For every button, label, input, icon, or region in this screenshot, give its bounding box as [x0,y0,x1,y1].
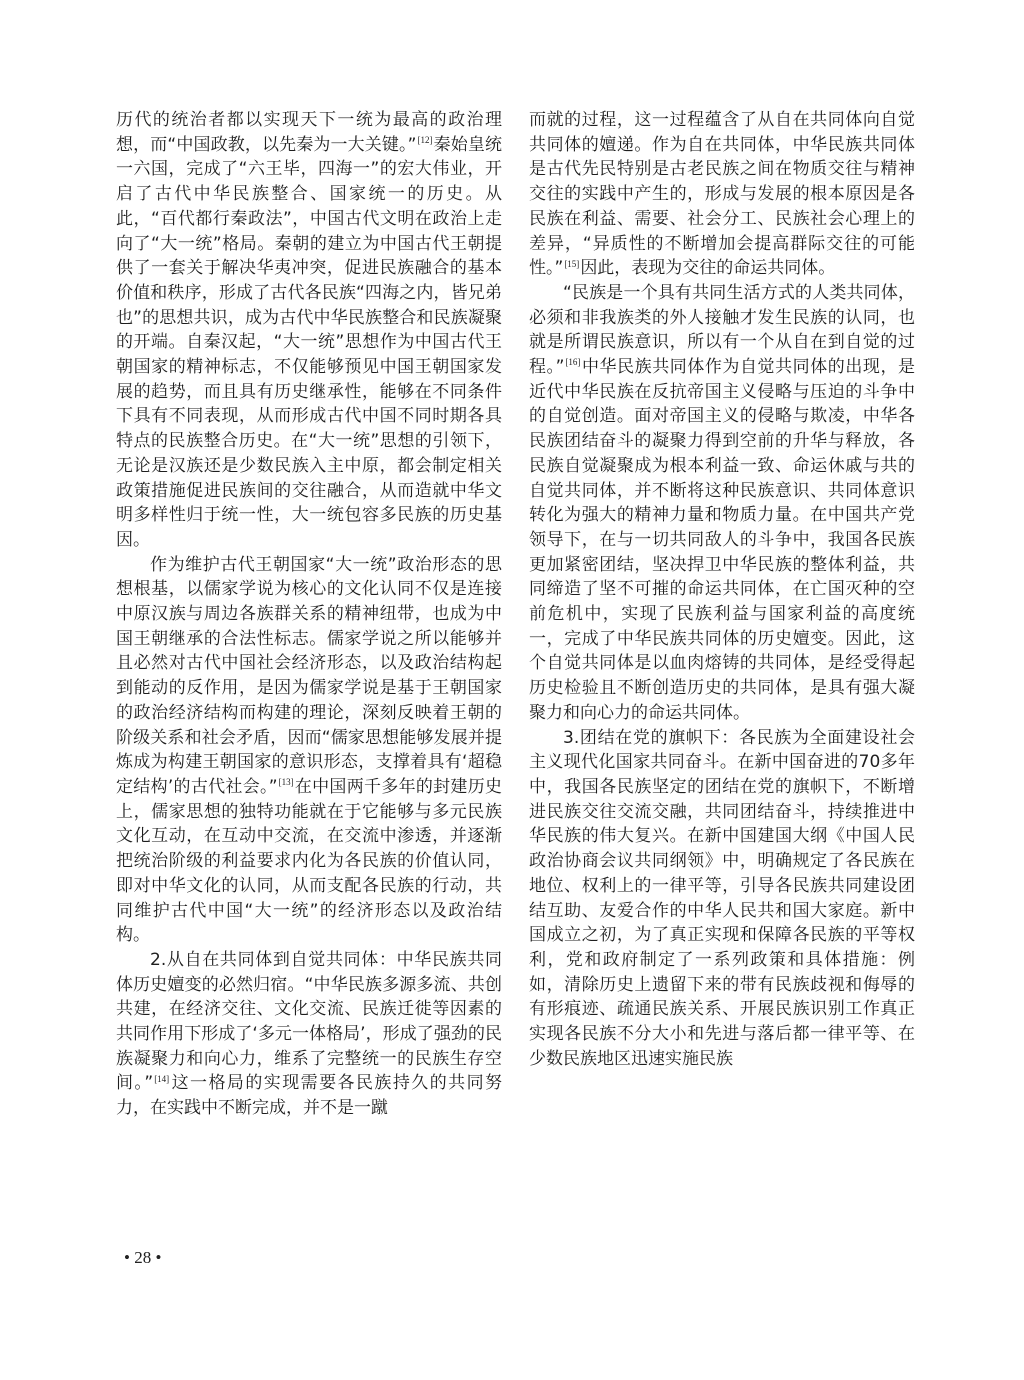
paragraph-text: 秦始皇统一六国，完成了“六王毕，四海一”的宏大伟业，开启了古代中华民族整合、国家统一的历史。从此，“百代都行秦政法”，中国古代文明在政治上走向了“大一统”格局。秦朝的建立为中国古代王朝提供了一套关于解决华夷冲突，促进民族融合的基本价值和秩序，形成了古代各民族“四海之内，皆兄弟也”的思想共识，成为古代中华民族整合和民族凝聚的开端。自秦汉起，“大一统”思想作为中国古代王朝国家的精神标志，不仅能够预见中国王朝国家发展的趋势，而且具有历史继承性，能够在不同条件下具有不同表现，从而形成古代中国不同时期各具特点的民族整合历史。在“大一统”思想的引领下，无论是汉族还是少数民族入主中原，都会制定相关政策措施促进民族间的交往融合，从而造就中华文明多样性归于统一性，大一统包容多民族的历史基因。 [116,134,502,550]
paragraph-continued [529,108,915,281]
paragraph-text: 中华民族共同体作为自觉共同体的出现，是近代中华民族在反抗帝国主义侵略与压迫的斗争中的自觉创造。面对帝国主义的侵略与欺凌，中华各民族团结奋斗的凝聚力得到空前的升华与释放，各民族自觉凝聚成为根本利益一致、命运休戚与共的自觉共同体，并不断将这种民族意识、共同体意识转化为强大的精神力量和物质力量。在中国共产党领导下，在与一切共同敌人的斗争中，我国各民族更加紧密团结，坚决捍卫中华民族的整体利益，共同缔造了坚不可摧的命运共同体，在亡国灭种的空前危机中，实现了民族利益与国家利益的高度统一，完成了中华民族共同体的历史嬗变。因此，这个自觉共同体是以血肉熔铸的共同体，是经受得起历史检验且不断创造历史的共同体，是具有强大凝聚力和向心力的命运共同体。 [529,357,915,723]
citation-ref[interactable]: [13] [278,777,294,788]
citation-ref[interactable]: [15] [564,258,580,269]
page-number: • 28 • [124,1248,162,1267]
paragraph-text: 历代的统治者都以实现天下一统为最高的政治理想，而“中国政教，以先秦为一大关键。” [116,110,502,155]
citation-ref[interactable]: [12] [417,135,433,146]
paragraph-text: 3.团结在党的旗帜下：各民族为全面建设社会主义现代化国家共同奋斗。在新中国奋进的70多年中，我国各民族坚定的团结在党的旗帜下，不断增进民族交往交流交融，共同团结奋斗，持续推进中华民族的伟大复兴。在新中国建国大纲《中国人民政治协商会议共同纲领》中，明确规定了各民族在地位、权利上的一律平等，引导各民族共同建设团结互助、友爱合作的中华人民共和国大家庭。新中国成立之初，为了真正实现和保障各民族的平等权利，党和政府制定了一系列政策和具体措施：例如，清除历史上遗留下来的带有民族歧视和侮辱的有形痕迹、疏通民族关系、开展民族识别工作真正实现各民族不分大小和先进与落后都一律平等、在少数民族地区迅速实施民族 [529,727,915,1069]
paragraph-text: 因此，表现为交往的命运共同体。 [580,258,836,279]
paragraph-text: “民族是一个具有共同生活方式的人类共同体，必须和非我族类的外人接触才发生民族的认同，也就是所谓民族意识，所以有一个从自在到自觉的过程。” [529,282,915,378]
right-column [529,108,915,1071]
citation-ref[interactable]: [14] [154,1073,170,1084]
paragraph [529,281,915,726]
paragraph-text: 作为维护古代王朝国家“大一统”政治形态的思想根基，以儒家学说为核心的文化认同不仅是连接中原汉族与周边各族群关系的精神纽带，也成为中国王朝继承的合法性标志。儒家学说之所以能够并且必然对古代中国社会经济形态，以及政治结构起到能动的反作用，是因为儒家学说是基于王朝国家的政治经济结构而构建的理论，深刻反映着王朝的阶级关系和社会矛盾，因而“儒家思想能够发展并提炼成为构建王朝国家的意识形态，支撑着具有‘超稳定结构’的古代社会。” [116,554,502,797]
citation-ref[interactable]: [16] [565,357,581,368]
paragraph-text: 这一格局的实现需要各民族持久的共同努力，在实践中不断完成，并不是一蹴 [116,1073,503,1119]
left-column [116,108,502,1121]
paragraph-text: 而就的过程，这一过程蕴含了从自在共同体向自觉共同体的嬗递。作为自在共同体，中华民族共同体是古代先民特别是古老民族之间在物质交往与精神交往的实践中产生的，形成与发展的根本原因是各民族在利益、需要、社会分工、民族社会心理上的差异，“异质性的不断增加会提高群际交往的可能性。” [529,110,915,279]
section-heading-paragraph [529,726,915,1072]
paragraph [116,553,502,948]
paragraph-text: 2.从自在共同体到自觉共同体：中华民族共同体历史嬗变的必然归宿。“中华民族多源多流、共创共建，在经济交往、文化交流、民族迁徙等因素的共同作用下形成了‘多元一体格局’，形成了强劲的民族凝聚力和向心力，维系了完整统一的民族生存空间。” [116,949,502,1094]
paragraph-text: 在中国两千多年的封建历史上，儒家思想的独特功能就在于它能够与多元民族文化互动，在互动中交流，在交流中渗透，并逐渐把统治阶级的利益要求内化为各民族的价值认同，即对中华文化的认同，从而支配各民族的行动，共同维护古代中国“大一统”的经济形态以及政治结构。 [116,776,503,946]
section-heading-paragraph [116,948,502,1121]
paragraph-continued [116,108,502,553]
